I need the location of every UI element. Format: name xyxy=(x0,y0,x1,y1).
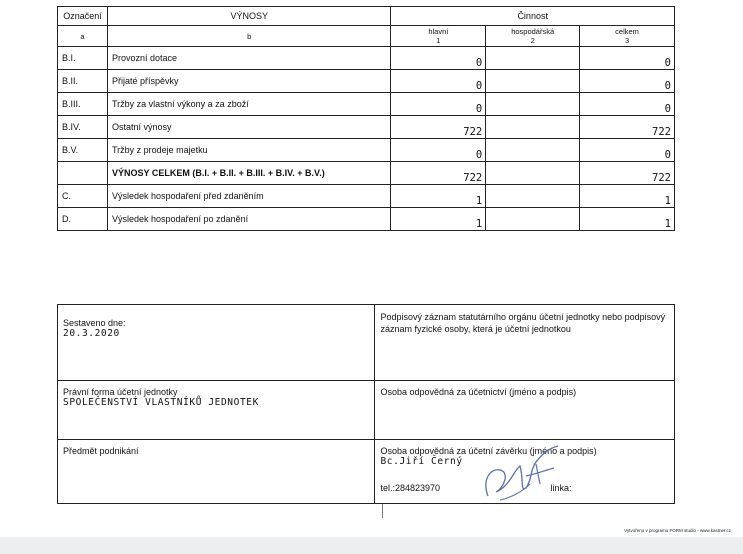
row-value-hlavni: 1 xyxy=(391,185,486,208)
row-value-hospodarska xyxy=(486,116,580,139)
row-value-hlavni: 0 xyxy=(391,47,486,70)
row-code: B.V. xyxy=(58,139,108,162)
row-code: B.I. xyxy=(58,47,108,70)
row-code: B.IV. xyxy=(58,116,108,139)
pravni-forma-label: Právní forma účetní jednotky xyxy=(63,387,178,397)
predmet-cell xyxy=(58,440,375,504)
row-value-hlavni: 0 xyxy=(391,139,486,162)
row-label: Ostatní výnosy xyxy=(107,116,390,139)
row-value-celkem: 0 xyxy=(580,93,675,116)
header-oznaceni-sub: a xyxy=(58,26,108,47)
row-value-hospodarska xyxy=(486,47,580,70)
page-edge xyxy=(0,537,743,554)
sestaveno-cell xyxy=(58,305,375,381)
row-label: Tržby z prodeje majetku xyxy=(107,139,390,162)
row-label: Provozní dotace xyxy=(107,47,390,70)
row-value-celkem: 1 xyxy=(580,185,675,208)
row-value-hospodarska xyxy=(486,139,580,162)
row-label: Výsledek hospodaření po zdanění xyxy=(107,208,390,231)
stray-mark xyxy=(382,504,383,518)
row-code: B.II. xyxy=(58,70,108,93)
sestaveno-date: 20.3.2020 xyxy=(63,328,120,339)
row-value-celkem: 0 xyxy=(580,139,675,162)
row-label: Výsledek hospodaření před zdaněním xyxy=(107,185,390,208)
header-col1: hlavní 1 xyxy=(391,26,486,47)
row-value-hlavni: 0 xyxy=(391,70,486,93)
row-code xyxy=(58,162,108,185)
row-value-hlavni: 0 xyxy=(391,93,486,116)
row-value-celkem: 0 xyxy=(580,70,675,93)
row-label: VÝNOSY CELKEM (B.I. + B.II. + B.III. + B.IV. + B.V.) xyxy=(107,162,390,185)
header-oznaceni: Označení xyxy=(58,7,108,26)
osoba-zaverka-label: Osoba odpovědná za účetní závěrku (jméno a podpis) xyxy=(380,446,597,456)
pravni-forma-cell xyxy=(58,381,375,440)
row-value-celkem: 722 xyxy=(580,162,675,185)
osoba-ucetnictvi-cell xyxy=(375,381,675,440)
handwritten-signature xyxy=(470,440,580,510)
podpisovy-zaznam-text: Podpisový záznam statutárního orgánu účetní jednotky nebo podpisový záznam fyzické osoby, která je účetní jednotkou xyxy=(380,312,666,334)
table-row xyxy=(58,93,675,116)
row-value-hospodarska xyxy=(486,185,580,208)
table-row xyxy=(58,116,675,139)
podpisovy-zaznam-cell xyxy=(375,305,675,381)
osoba-ucetnictvi-label: Osoba odpovědná za účetnictví (jméno a podpis) xyxy=(380,387,577,397)
header-vynosy: VÝNOSY xyxy=(107,7,390,26)
table-row xyxy=(58,139,675,162)
table-body xyxy=(58,47,675,231)
row-code: C. xyxy=(58,185,108,208)
row-code: D. xyxy=(58,208,108,231)
predmet-label: Předmět podnikání xyxy=(63,446,139,456)
telefon: tel.:284823970 xyxy=(380,483,441,493)
row-label: Přijaté příspěvky xyxy=(107,70,390,93)
pravni-forma-value: SPOLEČENSTVÍ VLASTNÍKŮ JEDNOTEK xyxy=(63,397,259,408)
row-code: B.III. xyxy=(58,93,108,116)
linka: linka: xyxy=(550,483,572,493)
header-cinnost: Činnost xyxy=(391,7,675,26)
row-value-hlavni: 722 xyxy=(391,162,486,185)
vynosy-table xyxy=(57,6,675,231)
row-value-hospodarska xyxy=(486,162,580,185)
header-col2: hospodářská 2 xyxy=(486,26,580,47)
row-value-celkem: 1 xyxy=(580,208,675,231)
row-value-hospodarska xyxy=(486,70,580,93)
sestaveno-label: Sestaveno dne: xyxy=(63,318,126,328)
table-row xyxy=(58,208,675,231)
table-row xyxy=(58,70,675,93)
footer-credit: Vytvořeno v programu FORM studio - www.kastner.cz xyxy=(624,528,731,533)
row-value-celkem: 0 xyxy=(580,47,675,70)
row-value-hlavni: 722 xyxy=(391,116,486,139)
row-value-hlavni: 1 xyxy=(391,208,486,231)
table-row xyxy=(58,162,675,185)
row-label: Tržby za vlastní výkony a za zboží xyxy=(107,93,390,116)
table-row xyxy=(58,185,675,208)
osoba-zaverka-name: Bc.Jiří Černý xyxy=(380,456,463,467)
signature-table xyxy=(57,304,675,504)
header-col3: celkem 3 xyxy=(580,26,675,47)
row-value-celkem: 722 xyxy=(580,116,675,139)
row-value-hospodarska xyxy=(486,208,580,231)
table-row xyxy=(58,47,675,70)
header-vynosy-sub: b xyxy=(107,26,390,47)
row-value-hospodarska xyxy=(486,93,580,116)
